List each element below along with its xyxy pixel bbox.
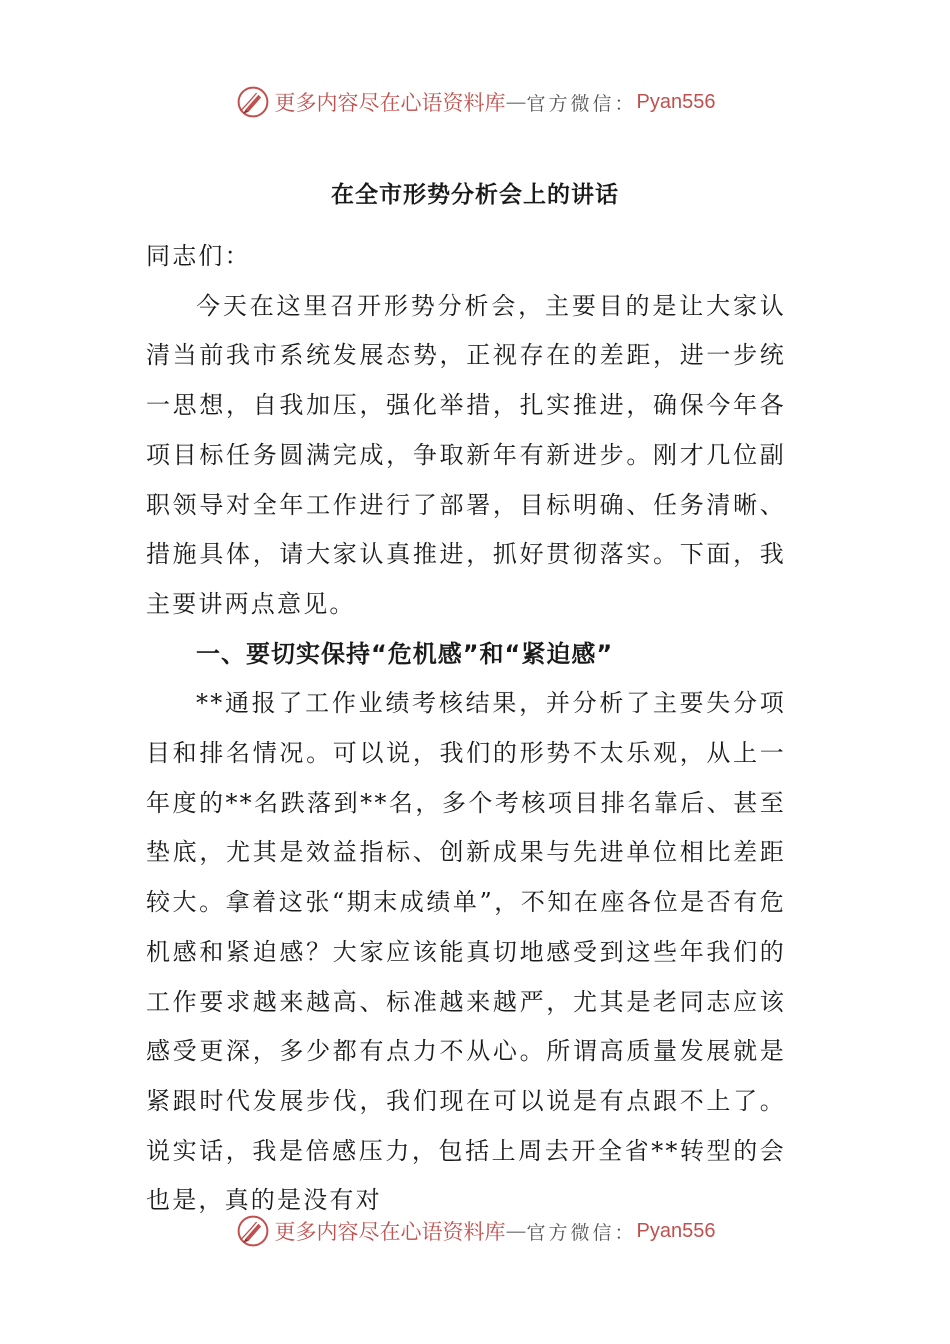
watermark-wechat-id: Pyan556 [636, 1219, 716, 1242]
document-body [146, 232, 786, 1226]
watermark-dash: — [505, 90, 527, 114]
watermark-label: 官方微信： [526, 92, 637, 115]
watermark-main-text: 更多内容尽在心语资料库 [274, 1220, 506, 1244]
watermark-dash: — [505, 1219, 527, 1243]
watermark-label: 官方微信： [526, 1221, 637, 1244]
document-title: 在全市形势分析会上的讲话 [331, 182, 619, 208]
header-watermark [0, 82, 950, 122]
pen-logo-icon [235, 1213, 271, 1249]
paragraph: **通报了工作业绩考核结果，并分析了主要失分项目和排名情况。可以说，我们的形势不太乐观，从上一年度的**名跌落到**名，多个考核项目排名靠后、甚至垫底，尤其是效益指标、创新成果与先进单位相比差距较大。拿着这张“期末成绩单”，不知在座各位是否有危机感和紧迫感？大家应该能真切地感受到这些年我们的工作要求越来越高、标准越来越严，尤其是老同志应该感受更深，多少都有点力不从心。所谓高质量发展就是紧跟时代发展步伐，我们现在可以说是有点跟不上了。说实话，我是倍感压力，包括上周去开全省**转型的会也是，真的是没有对 [146, 689, 786, 1215]
paragraph: 今天在这里召开形势分析会，主要目的是让大家认清当前我市系统发展态势，正视存在的差距，进一步统一思想，自我加压，强化举措，扎实推进，确保今年各项目标任务圆满完成，争取新年有新进步。刚才几位副职领导对全年工作进行了部署，目标明确、任务清晰、措施具体，请大家认真推进，抓好贯彻落实。下面，我主要讲两点意见。 [146, 291, 786, 618]
watermark-wechat-id: Pyan556 [636, 90, 716, 113]
footer-watermark [0, 1211, 950, 1251]
watermark-main-text: 更多内容尽在心语资料库 [274, 91, 506, 115]
section-heading: 一、要切实保持“危机感”和“紧迫感” [196, 639, 614, 668]
pen-logo-icon [235, 84, 271, 120]
salutation: 同志们： [146, 242, 251, 270]
